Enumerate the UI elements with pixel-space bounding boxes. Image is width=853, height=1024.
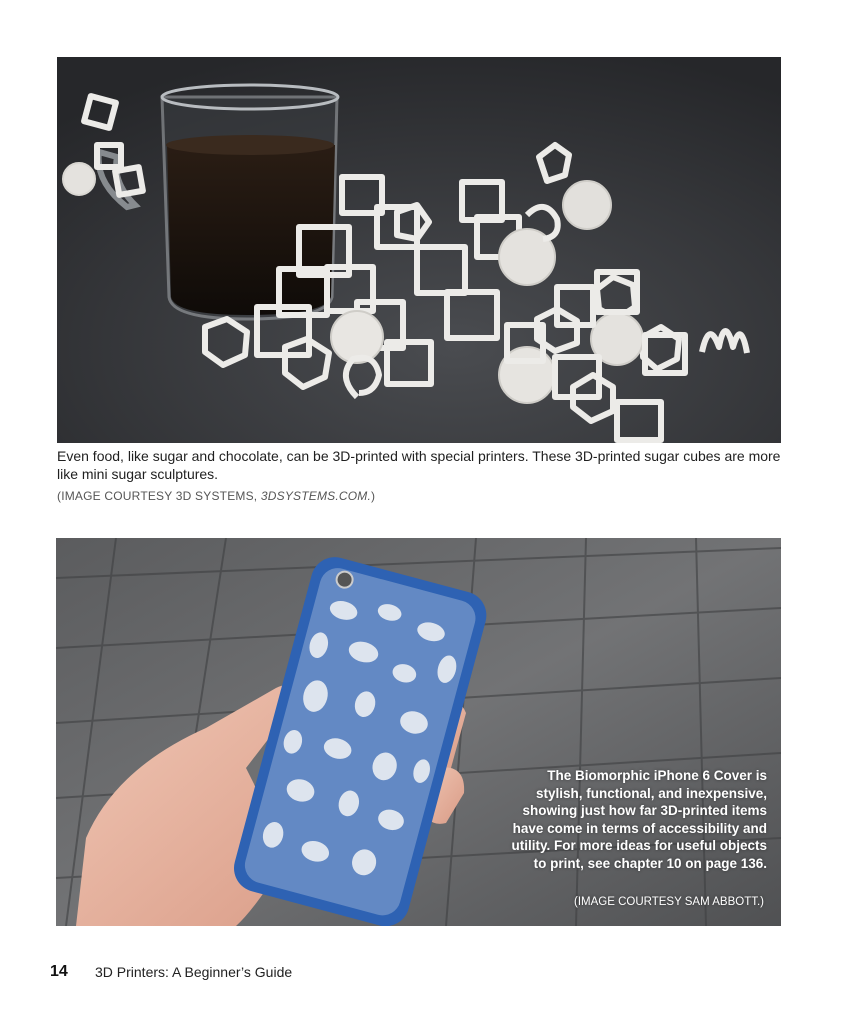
running-footer-title: 3D Printers: A Beginner’s Guide <box>95 964 293 980</box>
phone-cover-photo <box>56 538 781 926</box>
sugar-cubes-photo <box>57 57 781 443</box>
credit-prefix: (IMAGE COURTESY 3D SYSTEMS, <box>57 489 261 503</box>
figure-caption-phone-cover: The Biomorphic iPhone 6 Cover is stylish, functional, and inexpensive, showing just how far 3D-printed items have come in terms of accessibility and utility. For more ideas for useful objects to print, see chapter 10 on page 136. <box>511 768 767 871</box>
image-credit-sam-abbott: (IMAGE COURTESY SAM ABBOTT.) <box>574 896 764 908</box>
credit-suffix: ) <box>371 489 376 503</box>
page-number: 14 <box>50 963 68 980</box>
image-credit-3d-systems <box>57 488 375 504</box>
credit-link: 3DSYSTEMS.COM. <box>260 489 372 503</box>
figure-caption-sugar: Even food, like sugar and chocolate, can be 3D-printed with special printers. These 3D-printed sugar cubes are more like mini sugar sculptures. <box>57 448 781 482</box>
